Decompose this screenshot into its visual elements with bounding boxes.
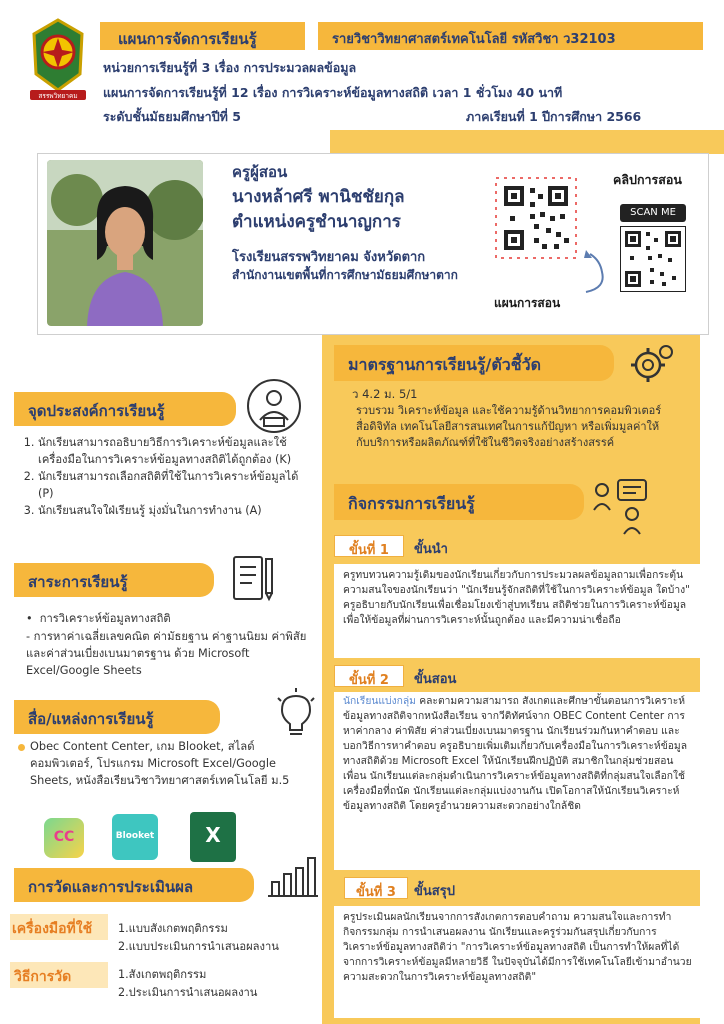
app-blooket-label: Blooket [115,831,155,841]
lightbulb-icon [276,688,316,740]
app-cc-icon [44,818,84,858]
method-item: 1.สังเกตพฤติกรรม [118,968,207,981]
app-blooket-icon [112,814,158,860]
content-bullet-text: การวิเคราะห์ข้อมูลทางสถิติ [39,612,171,625]
app-cc-label: CC [53,829,75,845]
standard-code: ว 4.2 ม. 5/1 [352,387,418,401]
objectives-heading: จุดประสงค์การเรียนรู้ [14,392,236,426]
qr-code-clip[interactable] [620,226,686,292]
tool-item: 2.แบบประเมินการนำเสนอผลงาน [118,940,279,953]
step-2-name: ขั้นสอน [414,672,457,687]
objective-item: 3. นักเรียนสนใจใฝ่เรียนรู้ มุ่งมั่นในการทำงาน (A) [38,502,314,519]
step-1-name: ขั้นนำ [414,542,448,557]
teacher-role: ครูผู้สอน [232,163,288,181]
step-3-name: ขั้นสรุป [414,884,455,899]
tool-item: 1.แบบสังเกตพฤติกรรม [118,922,228,935]
school-name: โรงเรียนสรรพวิทยาคม จังหวัดตาก [232,250,426,265]
tools-label: เครื่องมือที่ใช้ [12,921,93,937]
teacher-presenter-icon [246,378,302,434]
objective-item: 1. นักเรียนสามารถอธิบายวิธีการวิเคราะห์ข้อมูลและใช้เครื่องมือในการวิเคราะห์ข้อมูลทางสถิติได้ถูกต้อง (K) [38,434,314,468]
term-line: ภาคเรียนที่ 1 ปีการศึกษา 2566 [466,109,642,124]
step-2-lead: นักเรียนแบ่งกลุ่ม [343,695,416,707]
education-office: สำนักงานเขตพื้นที่การศึกษามัธยมศึกษาตาก [232,268,458,282]
content-detail: - การหาค่าเฉลี่ยเลขคณิต ค่ามัธยฐาน ค่าฐานนิยม ค่าพิสัย และค่าส่วนเบี่ยงเบนมาตรฐาน ด้วย Microsoft Excel/Google Sheets [26,630,307,677]
app-excel-icon [190,812,236,862]
app-excel-label: X [205,823,221,847]
qr-code-plan[interactable] [490,172,582,264]
step-2-paragraph [343,694,695,814]
document-pen-icon [232,553,276,603]
media-bullet-dot [18,744,25,751]
subject-code: รายวิชาวิทยาศาสตร์เทคโนโลยี รหัสวิชา ว32103 [318,22,703,50]
content-bullet: • การวิเคราะห์ข้อมูลทางสถิติ [26,612,171,625]
curved-arrow-icon [578,248,612,298]
step-3-text: ครูประเมินผลนักเรียนจากการสังเกตการตอบคำถาม ความสนใจและการทำกิจกรรมกลุ่ม การนำเสนอผลงาน นักเรียนและครูร่วมกันสรุปเกี่ยวกับการวิเคราะห์ข้อมูลทางสถิติว่า "การวิเคราะห์ข้อมูลทางสถิติ เป็นการทำให้ผลที่ได้จากการวิเคราะห์ข้อมูลมีหลายวิธี ในปัจจุบันได้มีการใช้เทคโนโลยีเข้ามาอำนวยความสะดวกในการวิเคราะห์ข้อมูลทางสถิติ" [343,911,692,983]
content-heading: สาระการเรียนรู้ [14,563,214,597]
logo-caption: สรรพวิทยาคม [38,92,78,100]
step-1-text: ครูทบทวนความรู้เดิมของนักเรียนเกี่ยวกับการประมวลผลข้อมูลถามเพื่อกระตุ้นความสนใจของนักเรียนว่า "นักเรียนรู้จักสถิติที่ใช้ในการวิเคราะห์ข้อมูล ใดบ้าง" ครูอธิบายกับนักเรียนเพื่อเชื่อมโยงเข้าสู่บทเรียน สถิติช่วยในการวิเคราะห์ข้อมูลเพื่อให้ข้อมูลที่ผ่านการวิเคราะห์นั้นถูกต้อง และมีความน่าเชื่อถือ [343,569,690,626]
standard-text: รวบรวม วิเคราะห์ข้อมูล และใช้ความรู้ด้านวิทยาการคอมพิวเตอร์ สื่อดิจิทัล เทคโนโลยีสารสนเทศในการแก้ปัญหา หรือเพิ่มมูลค่าให้กับบริการหรือผลิตภัณฑ์ที่ใช้ในชีวิตจริงอย่างสร้างสรรค์ [356,404,662,449]
level-line: ระดับชั้นมัธยมศึกษาปีที่ 5 [103,109,241,124]
gear-icon [626,342,676,388]
unit-line: หน่วยการเรียนรู้ที่ 3 เรื่อง การประมวลผลข้อมูล [103,60,357,75]
step-2-tag: ขั้นที่ 2 [334,665,404,687]
standard-heading: มาตรฐานการเรียนรู้/ตัวชี้วัด [334,345,614,381]
objectives-list [22,434,314,519]
school-logo [22,16,94,104]
team-discussion-icon [592,476,656,536]
plan-title: แผนการจัดการเรียนรู้ [100,22,305,50]
scan-me-text: SCAN ME [630,207,676,218]
plan-number-line: แผนการจัดการเรียนรู้ที่ 12 เรื่อง การวิเคราะห์ข้อมูลทางสถิติ เวลา 1 ชั่วโมง 40 นาที [103,85,563,100]
teacher-position: ตำแหน่งครูชำนาญการ [232,212,401,232]
qr-clip-label: คลิปการสอน [613,172,682,187]
activities-heading: กิจกรรมการเรียนรู้ [334,484,584,520]
media-text: Obec Content Center, เกม Blooket, สไลด์คอมพิวเตอร์, โปรแกรม Microsoft Excel/Google Sheets, หนังสือเรียนวิชาวิทยาศาสตร์เทคโนโลยี ม.5 [30,740,290,787]
scan-me-badge [620,204,686,222]
media-heading: สื่อ/แหล่งการเรียนรู้ [14,700,220,734]
qr-plan-label: แผนการสอน [494,296,561,310]
bar-chart-icon [266,852,320,898]
evaluation-heading: การวัดและการประเมินผล [14,868,254,902]
step-1-tag: ขั้นที่ 1 [334,535,404,557]
step-2-text: คละตามความสามารถ สังเกตและศึกษาขั้นตอนการวิเคราะห์ข้อมูลทางสถิติจากหนังสือเรียน จากวีดิทัศน์จาก OBEC Content Center การหาค่ากลาง ค่าพิสัย ค่าส่วนเบี่ยงเบนมาตรฐาน นักเรียนร่วมกันหาคำตอบ และบอกวิธีการหาคำตอบ ครูอธิบายเพิ่มเติมเกี่ยวกับเครื่องมือในการวิเคราะห์ข้อมูลทางสถิติด้วย Microsoft Excel ให้นักเรียนฝึกปฏิบัติ สมาชิกในกลุ่มช่วยสอนเพื่อน นักเรียนแต่ละกลุ่มดำเนินการวิเคราะห์ข้อมูลทางสถิติที่กลุ่มสนใจเลือกใช้เครื่องมือที่ถนัด นักเรียนแต่ละกลุ่มแบ่งงานกัน เปิดโอกาสให้นักเรียนวิเคราะห์ข้อมูลทางสถิติ โดยครูอำนวยความสะดวกอย่างใกล้ชิด [343,695,688,812]
method-item: 2.ประเมินการนำเสนอผลงาน [118,986,258,999]
teacher-name: นางหล้าศรี พานิชชัยกุล [232,187,405,207]
top-right-yellow-band [330,130,724,154]
teacher-photo [47,160,203,326]
methods-label: วิธีการวัด [14,969,72,985]
objective-item: 2. นักเรียนสามารถเลือกสถิติที่ใช้ในการวิเคราะห์ข้อมูลได้ (P) [38,468,314,502]
step-3-tag: ขั้นที่ 3 [344,877,408,899]
